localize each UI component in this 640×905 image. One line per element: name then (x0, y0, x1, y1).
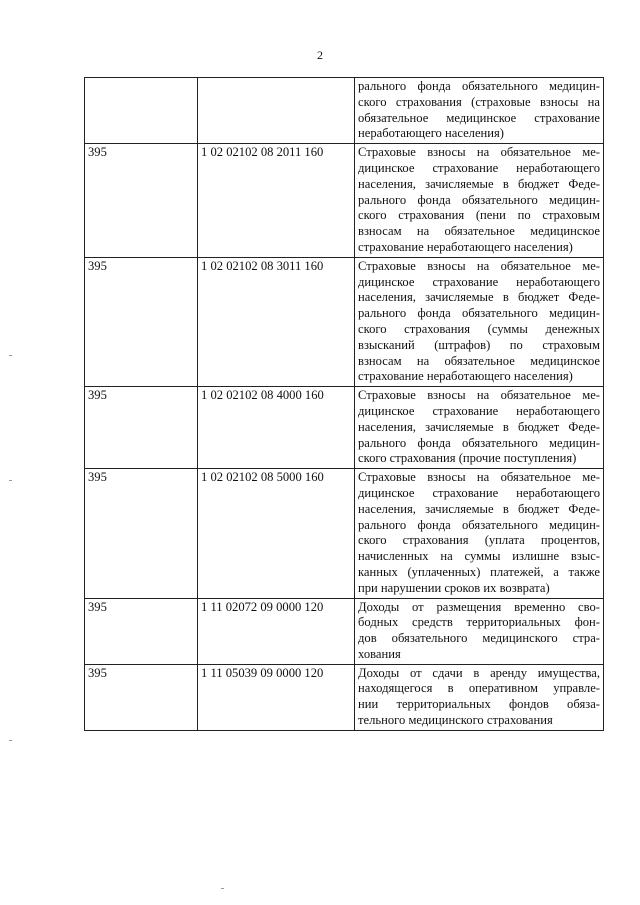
table-row (85, 469, 604, 598)
page-number: 2 (317, 48, 323, 62)
revenue-description-cell (355, 664, 604, 730)
description-line: Доходы от размещения временно сво- (358, 599, 600, 614)
budget-classification-code-cell: 1 02 02102 08 3011 160 (198, 257, 355, 386)
description-line: ского страхования (страховые взносы на (358, 94, 600, 109)
scan-speck (9, 480, 12, 481)
description-line: населения, зачисляемые в бюджет Феде- (358, 419, 600, 434)
scan-speck (9, 355, 12, 356)
table-row (85, 664, 604, 730)
scan-speck (9, 740, 12, 741)
description-line: Страховые взносы на обязательное ме- (358, 258, 600, 273)
description-line: ского страхования (пени по страховым (358, 208, 600, 223)
revenue-codes-table (84, 77, 604, 731)
description-line: Страховые взносы на обязательное ме- (358, 470, 600, 485)
description-line: населения, зачисляемые в бюджет Феде- (358, 176, 600, 191)
description-line: при нарушении сроков их возврата) (358, 580, 550, 595)
admin-code-cell: 395 (85, 469, 198, 598)
budget-classification-code-cell: 1 02 02102 08 4000 160 (198, 387, 355, 469)
description-line: рального фонда обязательного медицин- (358, 79, 600, 93)
revenue-description-cell (355, 144, 604, 258)
admin-code-cell (85, 78, 198, 144)
admin-code-cell: 395 (85, 257, 198, 386)
budget-classification-code-cell: 1 11 05039 09 0000 120 (198, 664, 355, 730)
scan-speck (221, 888, 224, 889)
revenue-description-cell (355, 387, 604, 469)
description-line: дов обязательного медицинского стра- (358, 631, 600, 646)
description-line: начисленных на суммы излишне взыс- (358, 549, 600, 564)
table-body (85, 78, 604, 731)
description-line: дицинское страхование неработающего (358, 403, 600, 418)
description-line: канных (уплаченных) платежей, а также (358, 564, 600, 579)
table-row (85, 387, 604, 469)
budget-classification-code-cell: 1 02 02102 08 5000 160 (198, 469, 355, 598)
admin-code-cell: 395 (85, 144, 198, 258)
description-line: тельного медицинского страхования (358, 713, 553, 728)
description-line: дицинское страхование неработающего (358, 274, 600, 289)
budget-classification-code-cell: 1 11 02072 09 0000 120 (198, 598, 355, 664)
admin-code-cell: 395 (85, 598, 198, 664)
description-line: дицинское страхование неработающего (358, 485, 600, 500)
admin-code-cell: 395 (85, 664, 198, 730)
description-line: Доходы от сдачи в аренду имущества, (358, 665, 600, 680)
description-line: обязательное медицинское страхование (358, 110, 600, 125)
description-line: неработающего населения) (358, 126, 504, 141)
description-line: населения, зачисляемые в бюджет Феде- (358, 290, 600, 305)
description-line: ского страхования (суммы денежных (358, 321, 600, 336)
description-line: страхование неработающего населения) (358, 239, 573, 254)
description-line: ского страхования (уплата процентов, (358, 533, 600, 548)
description-line: дицинское страхование неработающего (358, 160, 600, 175)
description-line: рального фонда обязательного медицин- (358, 306, 600, 321)
description-line: нии территориальных фондов обяза- (358, 697, 600, 712)
description-line: взысканий (штрафов) по страховым (358, 337, 600, 352)
table-row (85, 598, 604, 664)
description-line: взносам на обязательное медицинское (358, 224, 600, 239)
description-line: бодных средств территориальных фон- (358, 615, 600, 630)
description-line: взносам на обязательное медицинское (358, 353, 600, 368)
description-line: находящегося в оперативном управле- (358, 681, 600, 696)
revenue-description-cell (355, 78, 604, 144)
description-line: Страховые взносы на обязательное ме- (358, 145, 600, 160)
revenue-description-cell (355, 257, 604, 386)
description-line: Страховые взносы на обязательное ме- (358, 388, 600, 403)
revenue-description-cell (355, 598, 604, 664)
admin-code-cell: 395 (85, 387, 198, 469)
table-row (85, 257, 604, 386)
description-line: рального фонда обязательного медицин- (358, 517, 600, 532)
table-row (85, 78, 604, 144)
budget-classification-code-cell: 1 02 02102 08 2011 160 (198, 144, 355, 258)
description-line: рального фонда обязательного медицин- (358, 192, 600, 207)
description-line: населения, зачисляемые в бюджет Феде- (358, 501, 600, 516)
description-line: рального фонда обязательного медицин- (358, 435, 600, 450)
table-row (85, 144, 604, 258)
budget-classification-code-cell (198, 78, 355, 144)
description-line: ского страхования (прочие поступления) (358, 451, 577, 466)
revenue-description-cell (355, 469, 604, 598)
description-line: хования (358, 646, 401, 661)
description-line: страхование неработающего населения) (358, 369, 573, 384)
